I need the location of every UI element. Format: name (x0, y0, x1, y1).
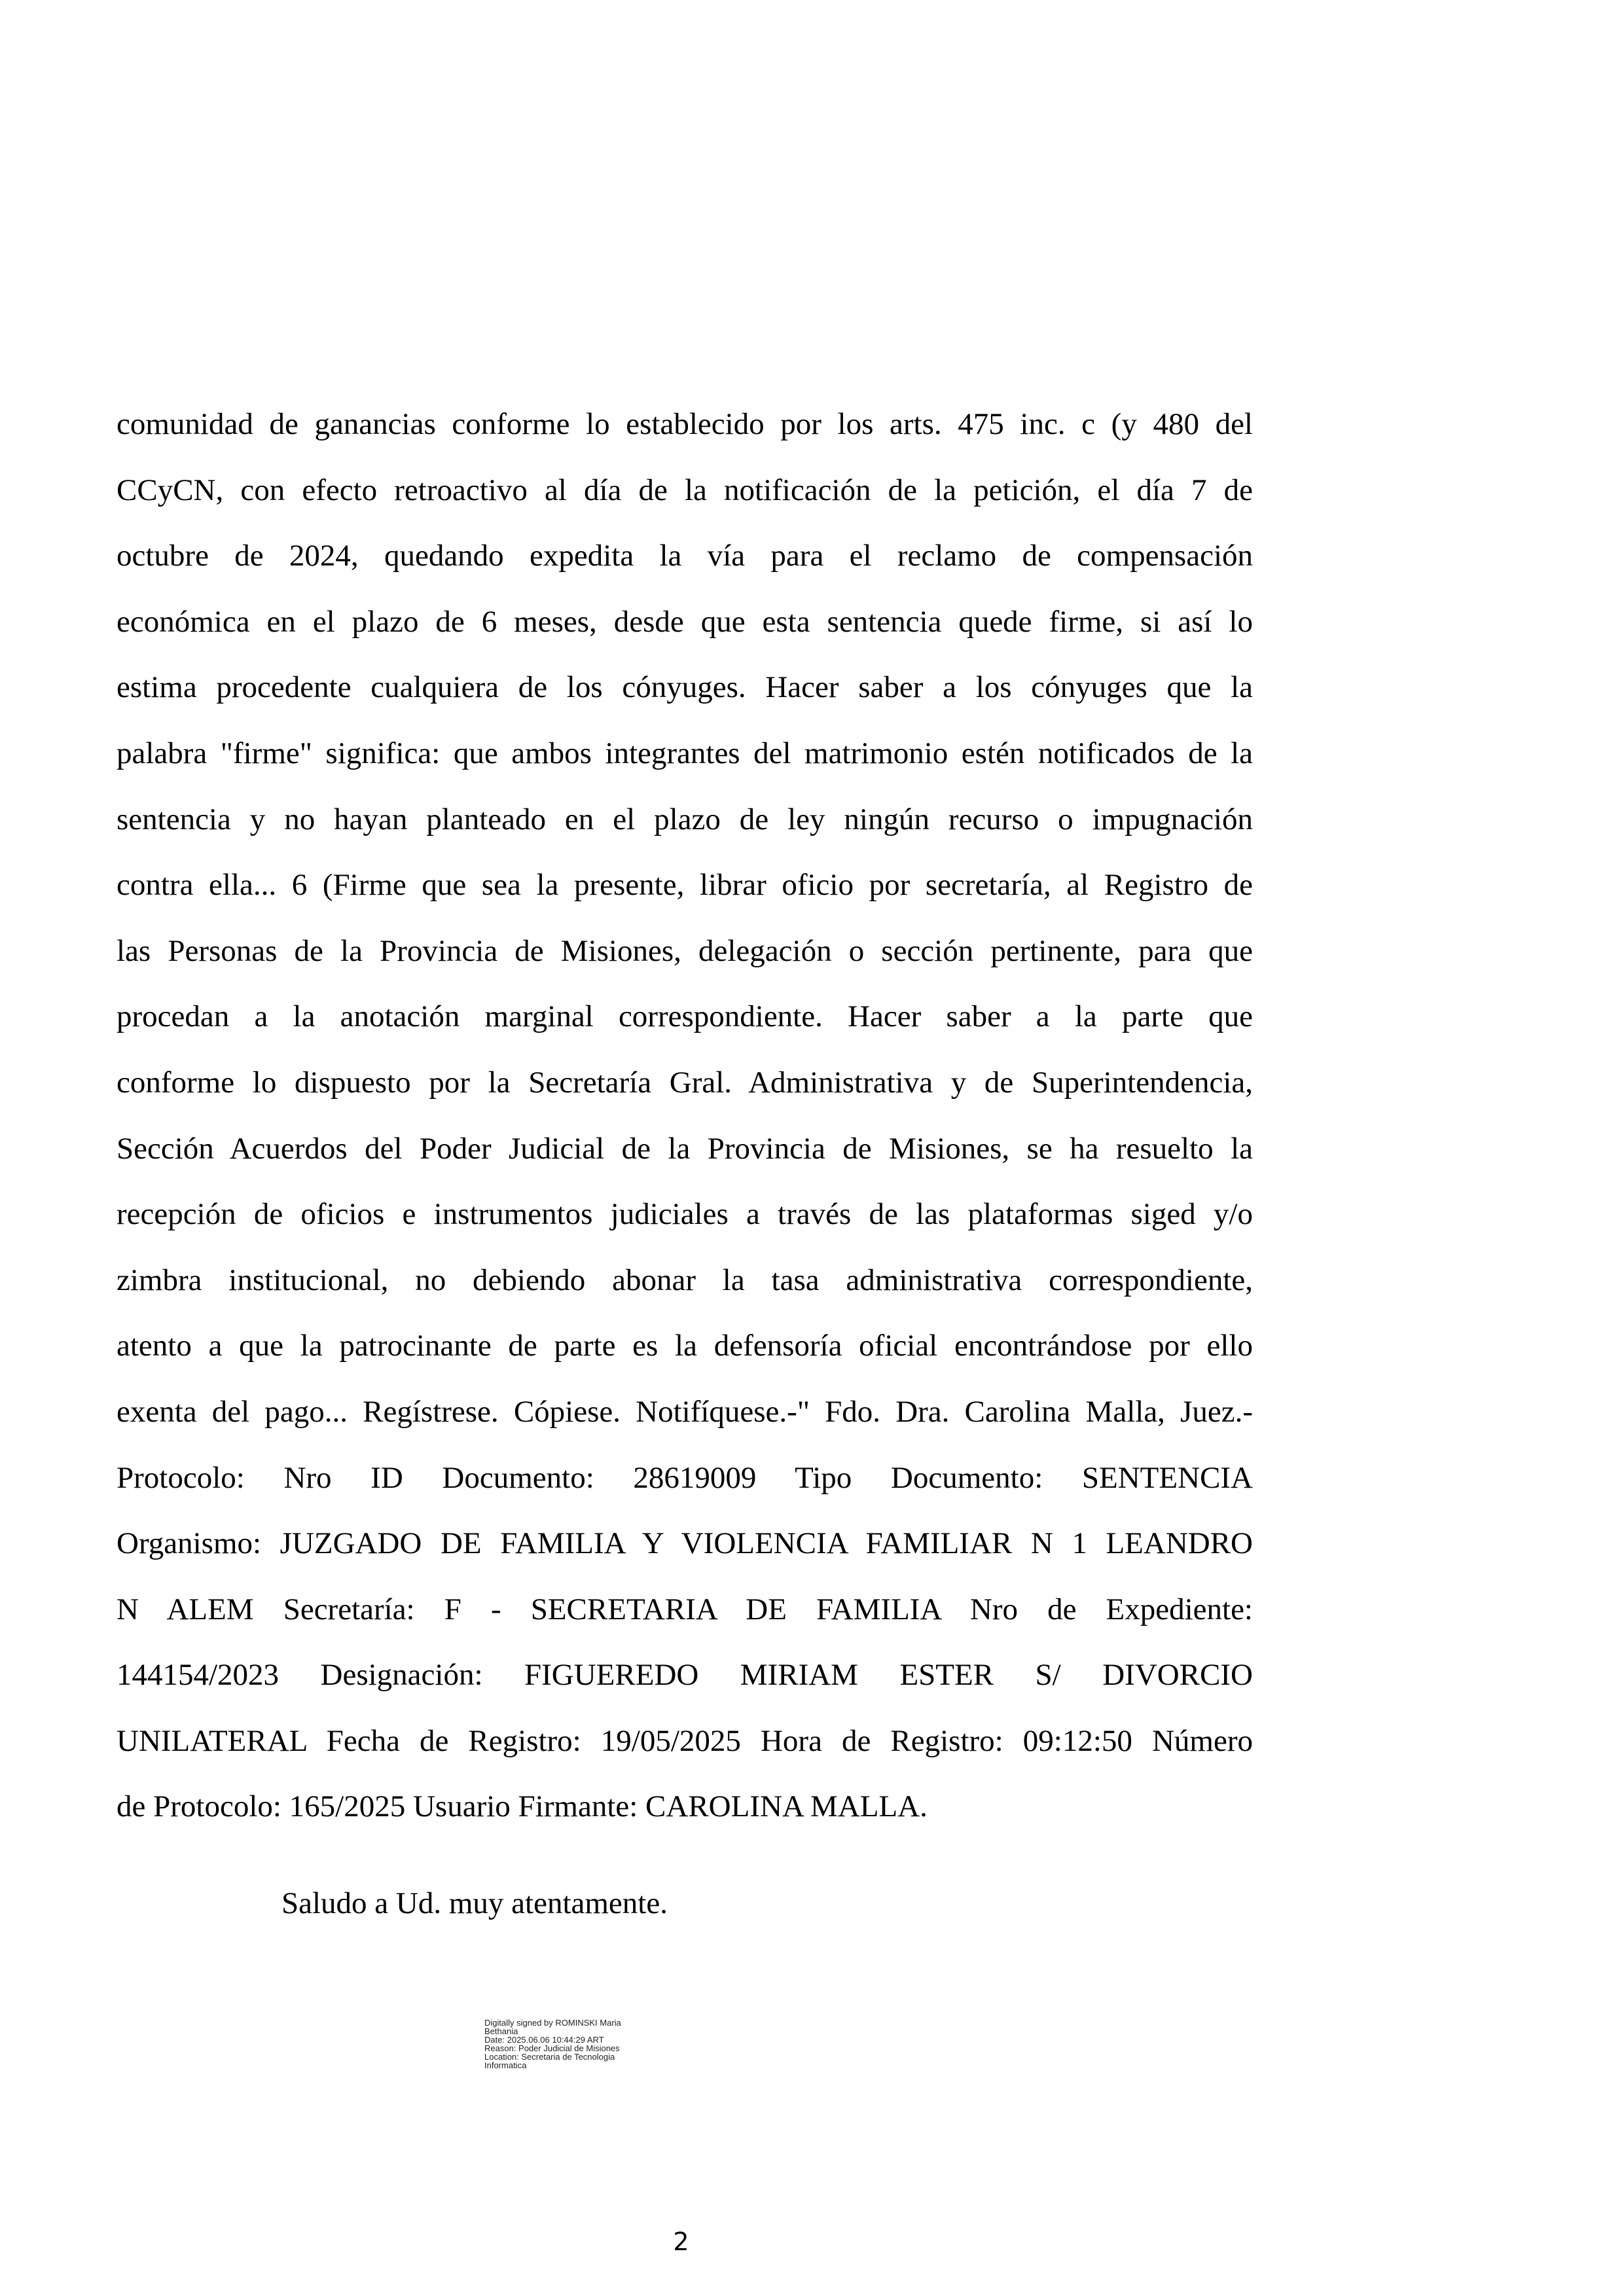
signature-line: Date: 2025.06.06 10:44:29 ART (484, 2035, 604, 2045)
body-line: exenta del pago... Regístrese. Cópiese. Notifíquese.-" Fdo. Dra. Carolina Malla, Juez.- (117, 1394, 1253, 1429)
body-line: N ALEM Secretaría: F - SECRETARIA DE FAMILIA Nro de Expediente: (117, 1592, 1253, 1626)
signature-line: Informatica (484, 2060, 527, 2070)
body-line: de Protocolo: 165/2025 Usuario Firmante: CAROLINA MALLA. (117, 1789, 928, 1824)
body-line: conforme lo dispuesto por la Secretaría Gral. Administrativa y de Superintendencia, (117, 1065, 1253, 1100)
body-line: UNILATERAL Fecha de Registro: 19/05/2025 Hora de Registro: 09:12:50 Número (117, 1723, 1253, 1758)
body-line: Organismo: JUZGADO DE FAMILIA Y VIOLENCIA FAMILIAR N 1 LEANDRO (117, 1526, 1253, 1561)
body-line: procedan a la anotación marginal correspondiente. Hacer saber a la parte que (117, 999, 1253, 1034)
signature-line: Location: Secretaria de Tecnologia (484, 2052, 615, 2062)
body-line: comunidad de ganancias conforme lo establecido por los arts. 475 inc. c (y 480 del (117, 407, 1253, 441)
signature-line: Digitally signed by ROMINSKI Maria (484, 2018, 621, 2028)
body-text (117, 391, 1253, 1840)
body-line: zimbra institucional, no debiendo abonar la tasa administrativa correspondiente, (117, 1263, 1253, 1297)
body-line: estima procedente cualquiera de los cónyuges. Hacer saber a los cónyuges que la (117, 670, 1253, 705)
digital-signature-block (484, 2018, 621, 2070)
body-line: recepción de oficios e instrumentos judiciales a través de las plataformas siged y/o (117, 1197, 1253, 1232)
body-line: económica en el plazo de 6 meses, desde que esta sentencia quede firme, si así lo (117, 604, 1253, 639)
body-line: Protocolo: Nro ID Documento: 28619009 Tipo Documento: SENTENCIA (117, 1460, 1253, 1495)
salutation: Saludo a Ud. muy atentamente. (281, 1886, 668, 1920)
body-line: contra ella... 6 (Firme que sea la presente, librar oficio por secretaría, al Registro de (117, 868, 1253, 903)
body-line: palabra "firme" significa: que ambos integrantes del matrimonio estén notificados de la (117, 736, 1253, 770)
signature-line: Bethania (484, 2026, 518, 2036)
signature-line: Reason: Poder Judicial de Misiones (484, 2043, 620, 2053)
body-line: las Personas de la Provincia de Misiones, delegación o sección pertinente, para que (117, 933, 1253, 968)
body-line: Sección Acuerdos del Poder Judicial de la Provincia de Misiones, se ha resuelto la (117, 1131, 1253, 1166)
body-line: sentencia y no hayan planteado en el plazo de ley ningún recurso o impugnación (117, 802, 1253, 836)
page-number: 2 (673, 2227, 689, 2256)
body-line: 144154/2023 Designación: FIGUEREDO MIRIAM ESTER S/ DIVORCIO (117, 1658, 1253, 1693)
body-line: atento a que la patrocinante de parte es la defensoría oficial encontrándose por ello (117, 1329, 1253, 1363)
body-line: CCyCN, con efecto retroactivo al día de la notificación de la petición, el día 7 de (117, 473, 1253, 507)
body-line: octubre de 2024, quedando expedita la vía para el reclamo de compensación (117, 539, 1253, 573)
